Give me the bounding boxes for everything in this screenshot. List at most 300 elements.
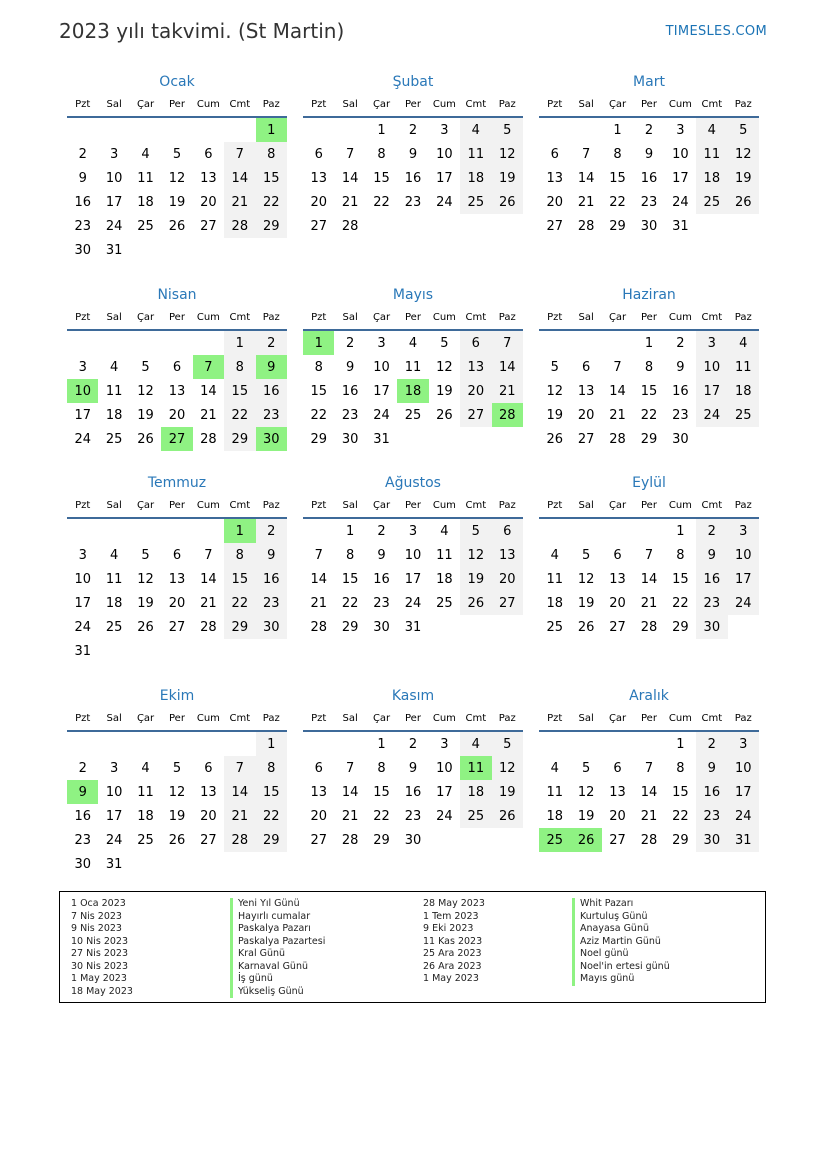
day-cell: 16 — [696, 567, 727, 591]
day-cell: 16 — [696, 780, 727, 804]
day-cell: 27 — [310, 218, 327, 234]
day-cell: 20 — [460, 379, 491, 403]
days-grid — [67, 331, 287, 451]
weekday-label: Cum — [432, 499, 456, 511]
day-cell: 11 — [105, 571, 123, 587]
day-cell: 9 — [377, 547, 386, 563]
day-cell: 26 — [460, 591, 491, 615]
empty-cell — [334, 118, 365, 142]
day-cell: 2 — [345, 335, 355, 351]
holiday-name: Yeni Yıl Günü — [230, 898, 325, 911]
day-cell: 21 — [200, 595, 217, 611]
weekday-label: Cum — [668, 712, 692, 724]
day-cell: 9 — [676, 359, 685, 375]
day-cell: 16 — [256, 567, 287, 591]
day-cell: 14 — [640, 784, 658, 800]
weekday-header — [303, 92, 523, 118]
holiday-date: 9 Nis 2023 — [71, 923, 122, 934]
empty-cell — [696, 214, 727, 238]
day-cell: 19 — [546, 407, 563, 423]
day-cell: 22 — [224, 403, 255, 427]
day-cell: 6 — [172, 359, 182, 375]
weekday-label: Sal — [106, 311, 122, 323]
day-cell: 20 — [310, 808, 327, 824]
empty-cell — [728, 427, 759, 451]
day-cell: 15 — [672, 571, 689, 587]
days-grid — [303, 732, 523, 852]
day-cell: 10 — [67, 379, 98, 403]
day-cell: 3 — [109, 146, 119, 162]
day-cell: 20 — [577, 407, 595, 423]
empty-cell — [539, 118, 570, 142]
weekday-header — [67, 706, 287, 732]
day-cell: 22 — [672, 808, 689, 824]
empty-cell — [161, 852, 192, 876]
day-cell: 14 — [341, 784, 359, 800]
day-cell: 13 — [310, 784, 327, 800]
day-cell: 13 — [200, 784, 217, 800]
day-cell: 7 — [345, 146, 355, 162]
empty-cell — [98, 639, 129, 663]
empty-cell — [98, 331, 129, 355]
weekday-label: Sal — [342, 311, 358, 323]
day-cell: 2 — [377, 523, 386, 539]
day-cell: 28 — [200, 619, 217, 635]
weekday-label: Paz — [498, 98, 516, 110]
empty-cell — [460, 214, 491, 238]
weekday-label: Per — [641, 311, 657, 323]
day-cell: 4 — [109, 359, 119, 375]
day-cell: 15 — [373, 784, 390, 800]
day-cell: 4 — [550, 760, 559, 776]
empty-cell — [334, 732, 365, 756]
day-cell: 9 — [78, 170, 87, 186]
empty-cell — [397, 214, 428, 238]
day-cell: 13 — [168, 383, 186, 399]
day-cell: 4 — [109, 547, 119, 563]
weekday-header — [539, 706, 759, 732]
weekday-header — [539, 493, 759, 519]
holiday-name: Yükseliş Günü — [230, 986, 325, 999]
day-cell: 8 — [256, 142, 287, 166]
day-cell: 26 — [546, 431, 563, 447]
weekday-label: Cmt — [229, 98, 251, 110]
weekday-header — [303, 493, 523, 519]
weekday-label: Paz — [262, 98, 280, 110]
month-5 — [303, 285, 523, 451]
day-cell: 6 — [613, 547, 622, 563]
weekday-label: Çar — [372, 98, 391, 110]
day-cell: 25 — [728, 403, 759, 427]
month-name: Temmuz — [147, 475, 207, 491]
day-cell: 13 — [609, 571, 626, 587]
day-cell: 28 — [609, 431, 626, 447]
month-4 — [67, 285, 287, 451]
day-cell: 10 — [105, 170, 123, 186]
weekday-header — [67, 305, 287, 331]
day-cell: 30 — [341, 431, 359, 447]
day-cell: 9 — [256, 543, 287, 567]
day-cell: 8 — [613, 146, 622, 162]
day-cell: 22 — [640, 407, 658, 423]
empty-cell — [224, 732, 255, 756]
weekday-label: Pzt — [547, 311, 563, 323]
day-cell: 1 — [303, 331, 334, 355]
day-cell: 27 — [161, 427, 192, 451]
month-name: Aralık — [629, 688, 669, 704]
days-grid — [67, 118, 287, 262]
day-cell: 11 — [728, 355, 759, 379]
day-cell: 12 — [137, 571, 154, 587]
month-12 — [539, 686, 759, 852]
day-cell: 31 — [404, 619, 422, 635]
day-cell: 11 — [404, 359, 422, 375]
empty-cell — [98, 519, 129, 543]
day-cell: 12 — [577, 571, 595, 587]
empty-cell — [193, 118, 224, 142]
day-cell: 29 — [609, 218, 626, 234]
empty-cell — [224, 238, 255, 262]
empty-cell — [429, 214, 460, 238]
day-cell: 23 — [640, 194, 658, 210]
day-cell: 8 — [377, 146, 386, 162]
day-cell: 30 — [672, 431, 689, 447]
month-2 — [303, 72, 523, 238]
day-cell: 16 — [74, 808, 91, 824]
day-cell: 8 — [644, 359, 654, 375]
day-cell: 18 — [105, 595, 123, 611]
weekday-label: Sal — [578, 311, 594, 323]
day-cell: 2 — [696, 519, 727, 543]
weekday-label: Sal — [342, 98, 358, 110]
holiday-date: 9 Eki 2023 — [423, 923, 474, 934]
day-cell: 7 — [193, 355, 224, 379]
day-cell: 23 — [672, 407, 689, 423]
day-cell: 18 — [546, 808, 563, 824]
day-cell: 29 — [640, 431, 658, 447]
weekday-label: Cum — [668, 311, 692, 323]
day-cell: 5 — [492, 118, 523, 142]
day-cell: 5 — [492, 732, 523, 756]
day-cell: 8 — [224, 543, 255, 567]
day-cell: 14 — [341, 170, 359, 186]
day-cell: 13 — [310, 170, 327, 186]
weekday-label: Pzt — [311, 712, 327, 724]
weekday-label: Cmt — [229, 712, 251, 724]
day-cell: 21 — [224, 804, 255, 828]
day-cell: 17 — [105, 808, 123, 824]
day-cell: 25 — [137, 218, 154, 234]
day-cell: 2 — [78, 146, 87, 162]
empty-cell — [696, 427, 727, 451]
holiday-date: 1 Oca 2023 — [71, 898, 126, 909]
day-cell: 22 — [341, 595, 359, 611]
day-cell: 24 — [105, 832, 123, 848]
empty-cell — [492, 828, 523, 852]
day-cell: 1 — [676, 523, 685, 539]
day-cell: 19 — [137, 407, 154, 423]
empty-cell — [161, 118, 192, 142]
weekday-label: Sal — [578, 98, 594, 110]
day-cell: 21 — [640, 808, 658, 824]
day-cell: 31 — [728, 828, 759, 852]
day-cell: 18 — [436, 571, 453, 587]
day-cell: 18 — [460, 166, 491, 190]
day-cell: 8 — [256, 756, 287, 780]
empty-cell — [161, 639, 192, 663]
holiday-name: Aziz Martin Günü — [572, 936, 670, 949]
day-cell: 18 — [696, 166, 727, 190]
weekday-label: Sal — [342, 499, 358, 511]
legend-names-left — [230, 898, 325, 998]
weekday-label: Paz — [262, 499, 280, 511]
day-cell: 9 — [696, 756, 727, 780]
weekday-header — [539, 305, 759, 331]
day-cell: 26 — [137, 431, 154, 447]
day-cell: 23 — [74, 218, 91, 234]
day-cell: 26 — [168, 218, 186, 234]
day-cell: 12 — [436, 359, 453, 375]
day-cell: 6 — [172, 547, 182, 563]
day-cell: 21 — [492, 379, 523, 403]
days-grid — [67, 732, 287, 876]
day-cell: 7 — [204, 547, 213, 563]
day-cell: 14 — [640, 571, 658, 587]
day-cell: 7 — [581, 146, 591, 162]
weekday-label: Per — [405, 98, 421, 110]
day-cell: 22 — [256, 804, 287, 828]
day-cell: 12 — [546, 383, 563, 399]
day-cell: 11 — [460, 756, 491, 780]
brand-link[interactable]: TIMESLES.COM — [665, 24, 767, 39]
day-cell: 2 — [78, 760, 87, 776]
day-cell: 28 — [640, 619, 658, 635]
empty-cell — [67, 732, 98, 756]
weekday-label: Çar — [136, 98, 155, 110]
month-3 — [539, 72, 759, 238]
weekday-label: Cum — [432, 712, 456, 724]
empty-cell — [161, 732, 192, 756]
day-cell: 6 — [492, 519, 523, 543]
day-cell: 27 — [460, 403, 491, 427]
day-cell: 13 — [460, 355, 491, 379]
day-cell: 5 — [728, 118, 759, 142]
empty-cell — [492, 214, 523, 238]
month-6 — [539, 285, 759, 451]
day-cell: 17 — [373, 383, 390, 399]
empty-cell — [67, 118, 98, 142]
weekday-label: Pzt — [311, 98, 327, 110]
day-cell: 13 — [577, 383, 595, 399]
weekday-label: Pzt — [75, 311, 91, 323]
day-cell: 5 — [460, 519, 491, 543]
empty-cell — [193, 852, 224, 876]
weekday-label: Paz — [734, 712, 752, 724]
empty-cell — [98, 118, 129, 142]
day-cell: 20 — [609, 595, 626, 611]
day-cell: 1 — [224, 331, 255, 355]
day-cell: 27 — [200, 218, 217, 234]
weekday-label: Çar — [372, 311, 391, 323]
day-cell: 29 — [672, 619, 689, 635]
weekday-label: Cum — [668, 98, 692, 110]
day-cell: 31 — [105, 856, 123, 872]
day-cell: 20 — [200, 808, 217, 824]
day-cell: 16 — [404, 784, 422, 800]
day-cell: 28 — [341, 218, 359, 234]
day-cell: 6 — [314, 760, 323, 776]
day-cell: 10 — [373, 359, 390, 375]
day-cell: 14 — [310, 571, 327, 587]
days-grid — [539, 732, 759, 852]
holiday-date: 28 May 2023 — [423, 898, 485, 909]
weekday-label: Pzt — [75, 98, 91, 110]
month-name: Ocak — [159, 74, 195, 90]
day-cell: 23 — [373, 595, 390, 611]
holiday-date: 10 Nis 2023 — [71, 935, 128, 947]
day-cell: 10 — [74, 571, 91, 587]
day-cell: 12 — [728, 142, 759, 166]
day-cell: 27 — [577, 431, 595, 447]
day-cell: 8 — [377, 760, 386, 776]
day-cell: 2 — [676, 335, 685, 351]
empty-cell — [161, 331, 192, 355]
day-cell: 21 — [310, 595, 327, 611]
weekday-label: Cmt — [701, 499, 723, 511]
page-title: 2023 yılı takvimi. (St Martin) — [59, 19, 345, 43]
day-cell: 11 — [137, 170, 154, 186]
day-cell: 23 — [404, 808, 422, 824]
days-grid — [67, 519, 287, 663]
holiday-date: 26 Ara 2023 — [423, 960, 482, 972]
day-cell: 27 — [310, 832, 327, 848]
day-cell: 7 — [224, 756, 255, 780]
empty-cell — [460, 427, 491, 451]
day-cell: 23 — [696, 591, 727, 615]
empty-cell — [224, 639, 255, 663]
day-cell: 13 — [168, 571, 186, 587]
day-cell: 14 — [224, 780, 255, 804]
empty-cell — [130, 238, 161, 262]
day-cell: 27 — [546, 218, 563, 234]
day-cell: 27 — [168, 619, 186, 635]
day-cell: 20 — [200, 194, 217, 210]
holiday-name: Hayırlı cumalar — [230, 911, 325, 924]
day-cell: 29 — [256, 828, 287, 852]
weekday-label: Sal — [106, 499, 122, 511]
weekday-label: Per — [169, 499, 185, 511]
weekday-label: Pzt — [311, 311, 327, 323]
day-cell: 23 — [341, 407, 359, 423]
weekday-label: Paz — [734, 499, 752, 511]
holiday-name: Mayıs günü — [572, 973, 670, 986]
weekday-label: Çar — [136, 311, 155, 323]
day-cell: 28 — [200, 431, 217, 447]
month-7 — [67, 473, 287, 663]
day-cell: 29 — [310, 431, 327, 447]
weekday-label: Cmt — [229, 499, 251, 511]
weekday-label: Cum — [196, 499, 220, 511]
day-cell: 17 — [672, 170, 689, 186]
day-cell: 23 — [74, 832, 91, 848]
holiday-name: Paskalya Pazartesi — [230, 936, 325, 949]
day-cell: 24 — [696, 403, 727, 427]
day-cell: 4 — [141, 760, 150, 776]
weekday-label: Paz — [262, 712, 280, 724]
day-cell: 10 — [728, 543, 759, 567]
day-cell: 27 — [609, 832, 626, 848]
empty-cell — [570, 519, 601, 543]
weekday-label: Per — [405, 712, 421, 724]
day-cell: 31 — [373, 431, 390, 447]
day-cell: 28 — [577, 218, 595, 234]
day-cell: 23 — [256, 591, 287, 615]
day-cell: 24 — [436, 808, 453, 824]
weekday-label: Cmt — [465, 311, 487, 323]
day-cell: 15 — [609, 170, 626, 186]
month-8 — [303, 473, 523, 639]
day-cell: 21 — [341, 808, 359, 824]
day-cell: 9 — [696, 543, 727, 567]
holiday-name: Kral Günü — [230, 948, 325, 961]
day-cell: 25 — [539, 828, 570, 852]
weekday-label: Cum — [196, 712, 220, 724]
month-10 — [67, 686, 287, 876]
weekday-label: Paz — [262, 311, 280, 323]
day-cell: 22 — [373, 808, 390, 824]
month-name: Ekim — [159, 688, 195, 704]
weekday-label: Per — [169, 311, 185, 323]
empty-cell — [224, 118, 255, 142]
day-cell: 30 — [256, 427, 287, 451]
day-cell: 21 — [341, 194, 359, 210]
day-cell: 2 — [256, 331, 287, 355]
day-cell: 8 — [314, 359, 323, 375]
weekday-label: Cmt — [465, 499, 487, 511]
weekday-label: Çar — [608, 311, 627, 323]
day-cell: 11 — [546, 571, 563, 587]
day-cell: 19 — [137, 595, 154, 611]
empty-cell — [161, 519, 192, 543]
empty-cell — [130, 118, 161, 142]
day-cell: 13 — [200, 170, 217, 186]
month-name: Şubat — [392, 74, 434, 90]
day-cell: 17 — [436, 170, 453, 186]
day-cell: 1 — [256, 732, 287, 756]
day-cell: 9 — [644, 146, 654, 162]
empty-cell — [303, 118, 334, 142]
empty-cell — [224, 852, 255, 876]
weekday-label: Per — [641, 98, 657, 110]
day-cell: 25 — [105, 431, 123, 447]
weekday-label: Sal — [342, 712, 358, 724]
day-cell: 6 — [204, 760, 213, 776]
day-cell: 10 — [696, 355, 727, 379]
day-cell: 2 — [256, 519, 287, 543]
day-cell: 11 — [696, 142, 727, 166]
day-cell: 17 — [728, 780, 759, 804]
empty-cell — [67, 331, 98, 355]
day-cell: 16 — [256, 379, 287, 403]
day-cell: 26 — [492, 190, 523, 214]
holiday-name: Paskalya Pazarı — [230, 923, 325, 936]
day-cell: 30 — [696, 615, 727, 639]
day-cell: 30 — [373, 619, 390, 635]
day-cell: 6 — [613, 760, 622, 776]
weekday-label: Pzt — [311, 499, 327, 511]
weekday-label: Pzt — [547, 98, 563, 110]
day-cell: 21 — [224, 190, 255, 214]
